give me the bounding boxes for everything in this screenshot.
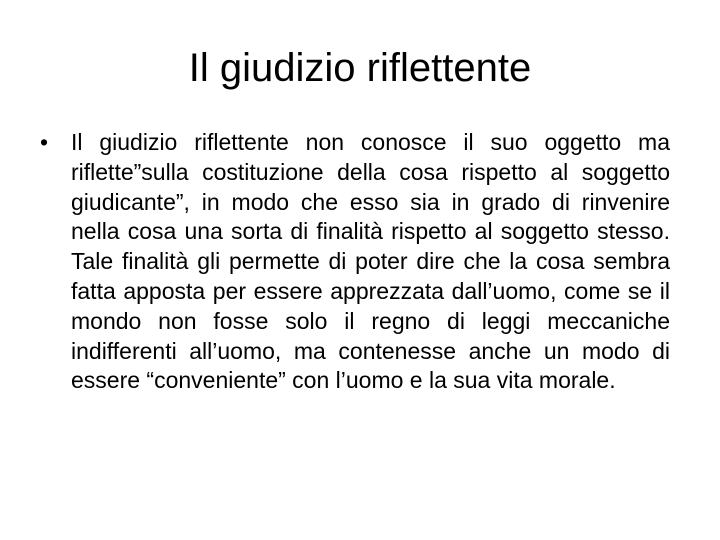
bullet-text: Il giudizio riflettente non conosce il suo oggetto ma riflette”sulla costituzione della cosa rispetto al soggetto giudicante”, in modo che esso sia in grado di rinvenire nella cosa una sorta di finalità rispetto al soggetto stesso. Tale finalità gli permette di poter dire che la cosa sembra fatta apposta per essere apprezzata dall’uomo, come se il mondo non fosse solo il regno di leggi meccaniche indifferenti all’uomo, ma contenesse anche un modo di essere “conveniente” con l’uomo e la sua vita morale. (71, 129, 670, 394)
bullet-list (40, 128, 670, 396)
bullet-marker: • (40, 129, 49, 155)
slide-title: Il giudizio riflettente (188, 46, 532, 90)
bullet-item (40, 128, 670, 396)
